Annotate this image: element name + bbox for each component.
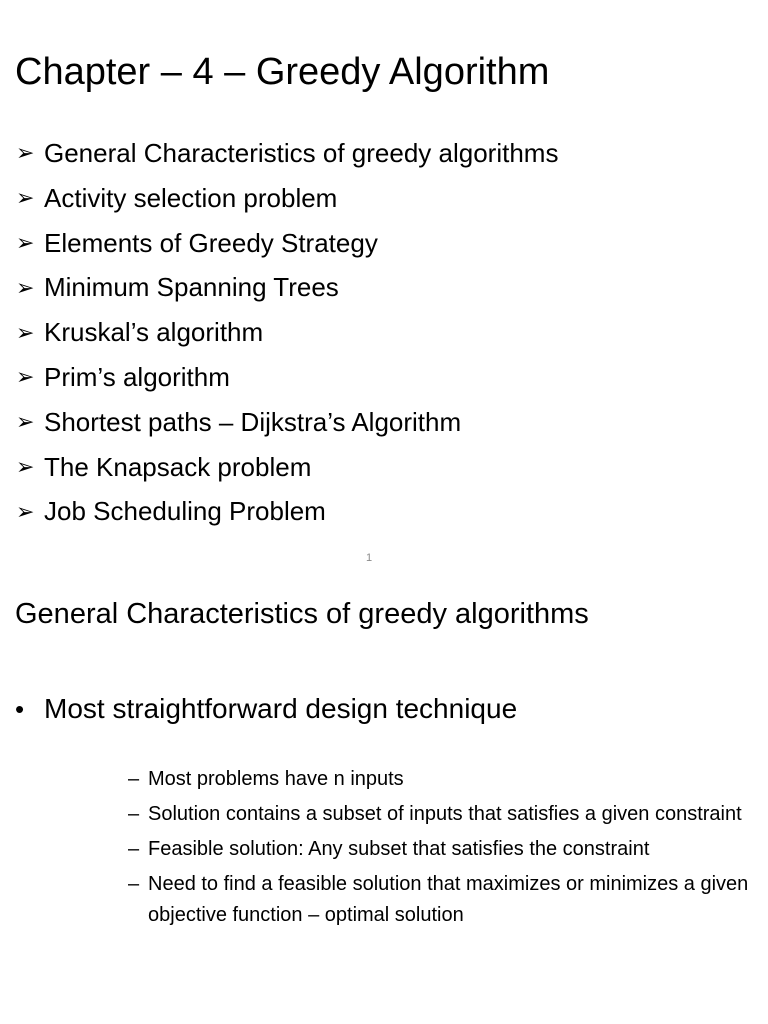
dash-bullet-icon: – (128, 768, 140, 790)
list-item-label: The Knapsack problem (44, 451, 312, 482)
list-item-label: Job Scheduling Problem (44, 496, 326, 527)
list-item-label: Activity selection problem (44, 182, 338, 213)
list-item-label: Minimum Spanning Trees (44, 272, 339, 303)
arrow-bullet-icon: ➢ (16, 229, 35, 255)
sub-list-item (128, 799, 758, 830)
sub-list-item (128, 869, 758, 931)
sub-bullet-list (128, 764, 758, 935)
page-title: Chapter – 4 – Greedy Algorithm (15, 51, 550, 93)
bullet-dot-icon: • (15, 694, 25, 724)
page-number: 1 (365, 552, 373, 564)
list-item (16, 131, 558, 176)
list-item (16, 400, 558, 445)
list-item (16, 265, 558, 310)
list-item (16, 355, 558, 400)
slide-2 (0, 575, 768, 1024)
arrow-bullet-icon: ➢ (16, 409, 35, 435)
list-item (16, 310, 558, 355)
main-bullet-label: Most straightforward design technique (44, 693, 518, 724)
dash-bullet-icon: – (128, 803, 140, 825)
dash-bullet-icon: – (128, 873, 140, 895)
list-item-label: General Characteristics of greedy algorithms (44, 138, 559, 168)
list-item-label: Shortest paths – Dijkstra’s Algorithm (44, 406, 462, 437)
arrow-bullet-icon: ➢ (16, 140, 35, 166)
list-item (16, 489, 558, 534)
list-item-label: Kruskal’s algorithm (44, 317, 264, 348)
list-item (16, 176, 558, 221)
list-item (16, 445, 558, 490)
sub-item-label: Feasible solution: Any subset that satisfies the constraint (148, 838, 650, 860)
sub-list-item (128, 764, 758, 795)
arrow-bullet-icon: ➢ (16, 364, 35, 390)
arrow-bullet-icon: ➢ (16, 185, 35, 211)
arrow-bullet-icon: ➢ (16, 453, 35, 479)
topic-list (16, 131, 558, 534)
section-title: General Characteristics of greedy algorithms (15, 598, 589, 630)
arrow-bullet-icon: ➢ (16, 498, 35, 524)
sub-list-item (128, 834, 758, 865)
arrow-bullet-icon: ➢ (16, 319, 35, 345)
arrow-bullet-icon: ➢ (16, 274, 35, 300)
list-item (16, 221, 558, 266)
list-item-label: Elements of Greedy Strategy (44, 227, 378, 258)
list-item-label: Prim’s algorithm (44, 361, 230, 392)
sub-item-label: Need to find a feasible solution that maximizes or minimizes a given objective function – optimal solution (148, 873, 749, 926)
dash-bullet-icon: – (128, 838, 140, 860)
sub-item-label: Solution contains a subset of inputs that satisfies a given constraint (148, 803, 742, 825)
main-bullet (15, 689, 517, 729)
sub-item-label: Most problems have n inputs (148, 768, 404, 790)
